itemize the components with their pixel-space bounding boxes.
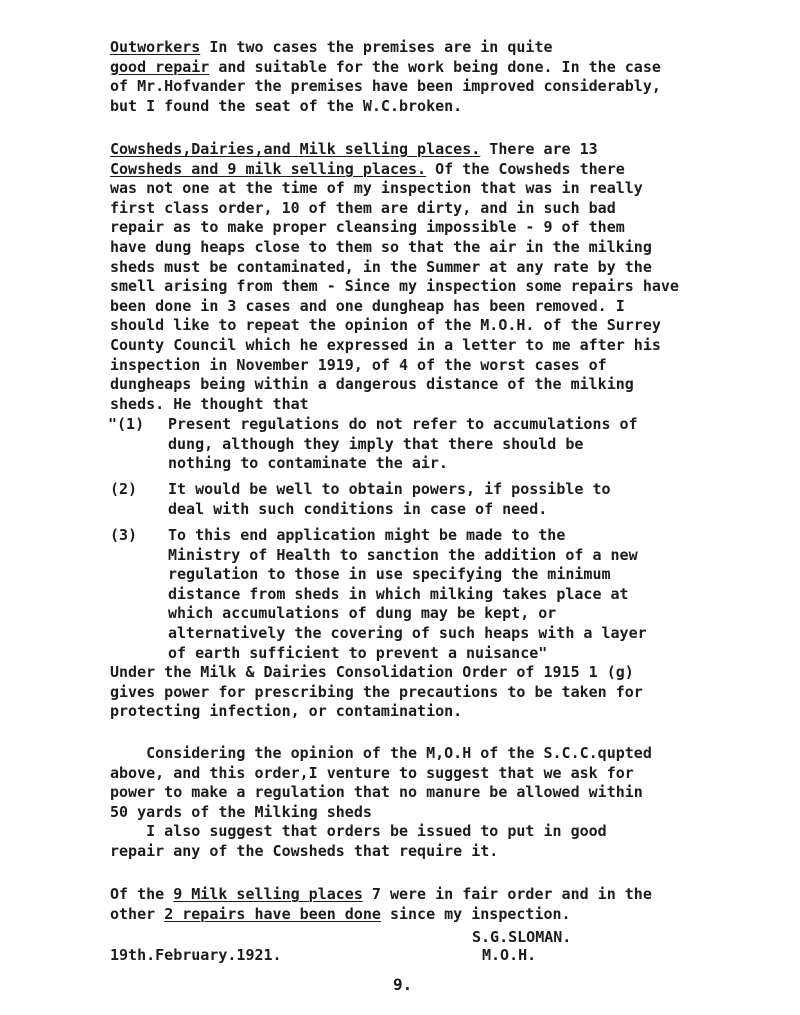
quote-item-3-line-6: alternatively the covering of such heaps with a layer xyxy=(168,623,647,642)
quote-item-2 xyxy=(168,480,611,519)
considering-line-5: I also suggest that orders be issued to put in good xyxy=(110,822,607,841)
cowsheds-line-9: should like to repeat the opinion of the M.O.H. of the Surrey xyxy=(110,316,661,335)
cowsheds-line-7: smell arising from them - Since my inspection some repairs have xyxy=(110,277,679,296)
cowsheds-paragraph xyxy=(110,140,800,414)
quote-item-1 xyxy=(168,415,638,474)
quote-item-1-line-1: Present regulations do not refer to accumulations of xyxy=(168,415,638,433)
cowsheds-heading-rest: There are 13 xyxy=(480,140,598,158)
cowsheds-line-3: first class order, 10 of them are dirty, and in such bad xyxy=(110,198,616,217)
milk-places-line-2: other 2 repairs have been done since my inspection. xyxy=(110,904,571,923)
quote-item-2-line-1: It would be well to obtain powers, if possible to xyxy=(168,480,611,498)
quote-item-3-line-7: of earth sufficient to prevent a nuisance" xyxy=(168,643,548,662)
quote-item-3-line-5: which accumulations of dung may be kept, or xyxy=(168,604,557,623)
quote-item-1-line-2: dung, although they imply that there should be xyxy=(168,434,584,453)
considering-line-6: repair any of the Cowsheds that require it. xyxy=(110,841,499,860)
milk-order-line-2: gives power for prescribing the precautions to be taken for xyxy=(110,682,643,701)
cowsheds-line-6: sheds must be contaminated, in the Summer at any rate by the xyxy=(110,257,652,276)
milk-order-line-3: protecting infection, or contamination. xyxy=(110,702,463,721)
cowsheds-line-12: dungheaps being within a dangerous distance of the milking xyxy=(110,375,634,394)
cowsheds-line-8: been done in 3 cases and one dungheap has been removed. I xyxy=(110,296,625,315)
quote-item-2-line-2: deal with such conditions in case of need. xyxy=(168,499,548,518)
considering-line-1: Considering the opinion of the M,O.H of the S.C.C.qupted xyxy=(110,744,652,762)
signature-date: 19th.February.1921. xyxy=(110,946,282,964)
cowsheds-line-11: inspection in November 1919, of 4 of the worst cases of xyxy=(110,355,607,374)
page-number: 9. xyxy=(393,975,413,994)
signature-title: M.O.H. xyxy=(482,946,537,964)
quote-item-1-number: "(1) xyxy=(108,415,145,433)
milk-order-paragraph xyxy=(110,663,800,722)
outworkers-line-4: but I found the seat of the W.C.broken. xyxy=(110,96,463,115)
cowsheds-line-1: Cowsheds and 9 milk selling places. Of the Cowsheds there xyxy=(110,159,625,178)
considering-line-4: 50 yards of the Milking sheds xyxy=(110,802,372,821)
outworkers-line-2: good repair and suitable for the work being done. In the case xyxy=(110,57,661,76)
outworkers-line-1: In two cases the premises are in quite xyxy=(200,38,553,56)
quote-item-3-line-1: To this end application might be made to the xyxy=(168,526,566,544)
cowsheds-line-13: sheds. He thought that xyxy=(110,394,309,413)
cowsheds-line-2: was not one at the time of my inspection that was in really xyxy=(110,179,643,198)
quote-item-2-number: (2) xyxy=(110,480,138,498)
signature-name: S.G.SLOMAN. xyxy=(472,928,572,946)
quote-item-3-number: (3) xyxy=(110,526,138,544)
considering-paragraph xyxy=(110,744,800,862)
considering-line-2: above, and this order,I venture to suggest that we ask for xyxy=(110,763,634,782)
considering-line-3: power to make a regulation that no manure be allowed within xyxy=(110,783,643,802)
quote-item-3 xyxy=(168,526,647,663)
cowsheds-heading: Cowsheds,Dairies,and Milk selling places. xyxy=(110,140,481,158)
cowsheds-line-5: have dung heaps close to them so that the air in the milking xyxy=(110,237,652,256)
quote-item-3-line-2: Ministry of Health to sanction the addition of a new xyxy=(168,545,638,564)
quote-item-1-line-3: nothing to contaminate the air. xyxy=(168,454,448,473)
milk-places-paragraph xyxy=(110,885,800,924)
outworkers-paragraph xyxy=(110,38,800,116)
milk-order-line-1: Under the Milk & Dairies Consolidation Order of 1915 1 (g) xyxy=(110,663,634,681)
quote-item-3-line-4: distance from sheds in which milking takes place at xyxy=(168,584,629,603)
outworkers-heading: Outworkers xyxy=(110,38,201,56)
quote-item-3-line-3: regulation to those in use specifying the minimum xyxy=(168,565,611,584)
cowsheds-line-4: repair as to make proper cleansing impossible - 9 of them xyxy=(110,218,625,237)
outworkers-line-3: of Mr.Hofvander the premises have been improved considerably, xyxy=(110,77,661,96)
milk-places-line-1: Of the 9 Milk selling places 7 were in fair order and in the xyxy=(110,885,652,903)
cowsheds-line-10: County Council which he expressed in a letter to me after his xyxy=(110,335,661,354)
